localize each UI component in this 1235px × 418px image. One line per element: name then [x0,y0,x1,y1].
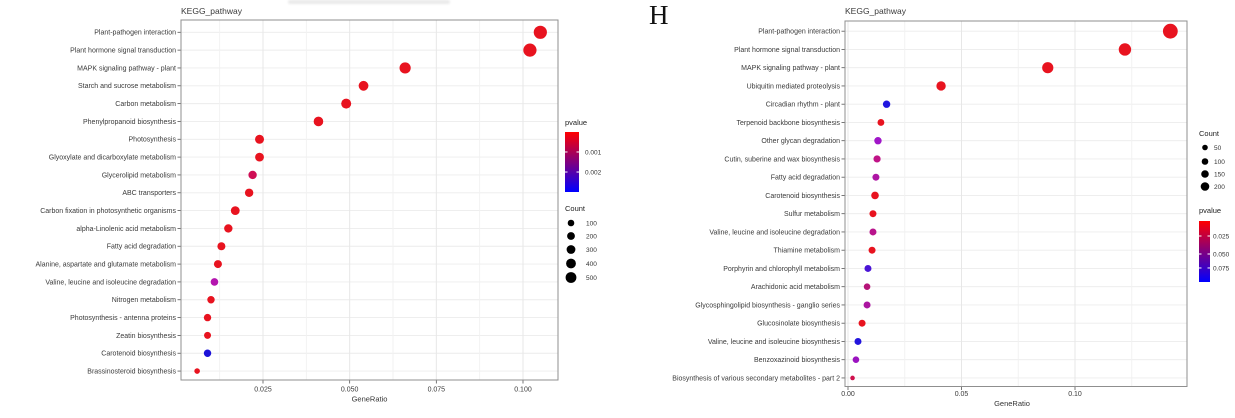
y-axis-label: Plant hormone signal transduction [70,47,176,55]
data-point [194,368,200,374]
count-legend-swatch [568,220,575,227]
x-axis-tick-label: 0.025 [254,386,272,394]
y-axis-label: Plant hormone signal transduction [734,46,840,54]
data-point [850,376,855,381]
y-axis-label: Photosynthesis - antenna proteins [70,314,176,322]
x-axis-title: GeneRatio [994,399,1030,408]
plot-panel [845,21,1187,387]
x-axis-tick-label: 0.05 [954,391,969,398]
y-axis-label: Ubiquitin mediated proteolysis [746,83,840,91]
data-point [248,171,256,179]
count-legend-label: 100 [586,220,597,228]
y-axis-label: Valine, leucine and isoleucine degradation [45,279,176,287]
count-legend-title: Count [1199,129,1220,138]
data-point [864,283,871,290]
y-axis-label: Circadian rhythm - plant [765,101,840,109]
data-point [359,81,369,91]
data-point [204,314,211,321]
x-axis-tick-label: 0.075 [427,386,446,394]
x-axis-tick-label: 0.10 [1068,391,1082,398]
data-point [214,260,222,268]
panel-label-h: H [649,0,669,30]
data-point [936,81,945,90]
data-point [869,210,876,217]
y-axis-label: Terpenoid backbone biosynthesis [736,119,840,127]
y-axis-label: Biosynthesis of various secondary metabolites - part 2 [672,375,840,383]
y-axis-label: Plant-pathogen interaction [758,28,840,36]
y-axis-label: ABC transporters [122,190,176,198]
data-point [1119,43,1131,55]
data-point [255,153,264,162]
data-point [314,117,324,127]
count-legend-label: 150 [1214,171,1225,179]
data-point [523,44,536,57]
y-axis-label: Sulfur metabolism [783,211,840,219]
count-legend-swatch [1202,158,1209,165]
count-legend-swatch [1202,145,1208,151]
data-point [878,119,885,126]
pvalue-legend-title: pvalue [565,118,588,127]
count-legend-swatch [567,245,576,254]
y-axis-label: Porphyrin and chlorophyll metabolism [723,265,840,273]
x-axis-tick-label: 0.00 [841,391,855,398]
chart-title: KEGG_pathway [845,6,906,16]
y-axis-label: MAPK signaling pathway - plant [77,65,176,73]
x-axis-title: GeneRatio [351,394,388,404]
y-axis-label: Glyoxylate and dicarboxylate metabolism [48,154,176,162]
data-point [883,101,890,108]
data-point [204,332,211,339]
data-point [341,99,351,109]
data-point [869,247,876,254]
y-axis-label: Nitrogen metabolism [111,297,176,305]
y-axis-label: Alanine, aspartate and glutamate metabolism [35,261,176,269]
y-axis-label: Glycerolipid metabolism [101,172,176,180]
data-point [874,137,881,144]
crop-artifact [288,0,450,4]
y-axis-label: Glycosphingolipid biosynthesis - ganglio series [695,302,840,310]
count-legend-label: 200 [586,233,597,241]
y-axis-label: Fatty acid degradation [770,174,840,182]
pvalue-legend-label: 0.050 [1213,251,1230,259]
count-legend-label: 300 [586,246,597,254]
chart-title: KEGG_pathway [181,6,242,16]
y-axis-label: Plant-pathogen interaction [94,29,176,37]
y-axis-label: Zeatin biosynthesis [116,332,176,340]
data-point [245,189,253,197]
pvalue-legend-title: pvalue [1199,206,1222,215]
data-point [854,338,861,345]
data-point [864,265,871,272]
data-point [872,174,879,181]
data-point [400,62,411,73]
data-point [534,26,547,39]
y-axis-label: Fatty acid degradation [106,243,176,251]
data-point [231,206,240,215]
y-axis-label: Valine, leucine and isoleucine biosynthesis [707,338,840,346]
data-point [204,350,211,357]
pvalue-legend-label: 0.002 [585,169,602,177]
y-axis-label: Other glycan degradation [761,138,840,146]
y-axis-label: Cutin, suberine and wax biosynthesis [724,156,840,164]
y-axis-label: Brassinosteroid biosynthesis [87,368,176,376]
data-point [207,296,214,303]
x-axis-tick-label: 0.100 [514,386,532,394]
y-axis-label: Valine, leucine and isoleucine degradation [709,229,840,237]
y-axis-label: Phenylpropanoid biosynthesis [82,118,176,126]
y-axis-label: Starch and sucrose metabolism [77,83,176,91]
y-axis-label: Carbon metabolism [115,101,176,109]
data-point [224,224,232,232]
y-axis-label: Glucosinolate biosynthesis [757,320,840,328]
data-point [217,242,225,250]
y-axis-label: alpha-Linolenic acid metabolism [76,225,176,233]
count-legend-label: 200 [1214,183,1225,191]
x-axis-tick-label: 0.050 [340,386,359,394]
data-point [871,192,879,200]
pvalue-colorbar [1199,221,1210,282]
data-point [869,228,876,235]
data-point [873,155,880,162]
pvalue-colorbar [565,132,579,192]
y-axis-label: Carbon fixation in photosynthetic organisms [40,208,176,215]
count-legend-label: 100 [1214,158,1225,166]
y-axis-label: Carotenoid biosynthesis [765,192,840,200]
data-point [255,135,264,144]
data-point [1042,62,1053,73]
data-point [1163,24,1178,39]
data-point [859,320,866,327]
y-axis-label: Carotenoid biosynthesis [101,350,176,358]
y-axis-label: Benzoxazinoid biosynthesis [754,357,840,365]
count-legend-label: 500 [586,274,597,282]
count-legend-label: 400 [586,260,597,268]
y-axis-label: MAPK signaling pathway - plant [741,65,840,73]
plot-panel [181,20,558,380]
count-legend-swatch [566,272,577,283]
data-point [211,278,219,286]
count-legend-swatch [1201,170,1209,178]
count-legend-swatch [1201,182,1210,191]
count-legend-swatch [567,232,575,240]
data-point [864,301,871,308]
y-axis-label: Thiamine metabolism [773,247,840,255]
count-legend-title: Count [565,204,586,213]
pvalue-legend-label: 0.025 [1213,233,1230,241]
pvalue-legend-label: 0.075 [1213,265,1230,273]
count-legend-label: 50 [1214,144,1222,152]
pvalue-legend-label: 0.001 [585,149,602,157]
y-axis-label: Photosynthesis [128,136,176,144]
data-point [853,356,860,363]
y-axis-label: Arachidonic acid metabolism [750,284,840,292]
count-legend-swatch [566,259,576,269]
